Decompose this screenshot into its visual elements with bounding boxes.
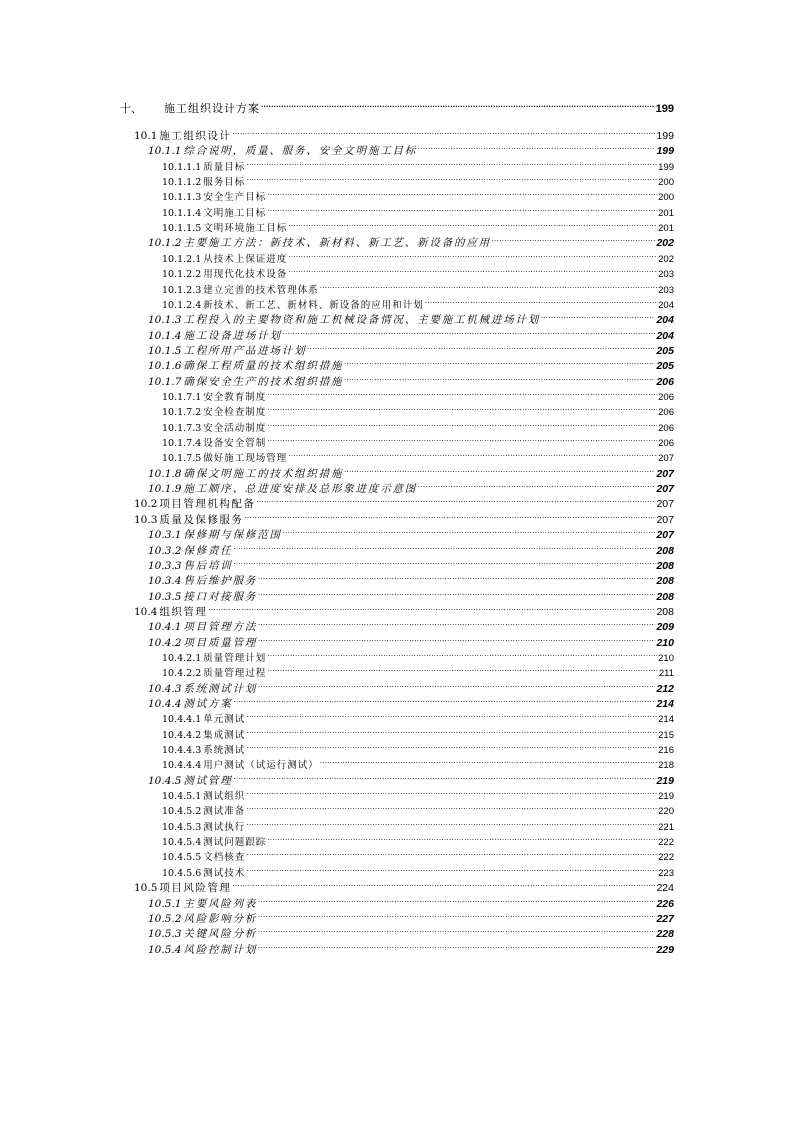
toc-entry[interactable] — [162, 201, 674, 219]
dot-leader — [267, 416, 657, 431]
toc-entry-number: 10.1.7.3 — [162, 422, 202, 434]
toc-entry-title: 集成测试 — [203, 729, 246, 741]
toc-entry-page-number: 223 — [658, 867, 674, 879]
toc-entry-title: 主要施工方法：新技术、新材料、新工艺、新设备的应用 — [183, 237, 491, 250]
toc-entry-page-number: 226 — [656, 897, 674, 910]
toc-entry[interactable] — [120, 97, 674, 115]
toc-entry-number: 10.1.3 — [148, 314, 182, 327]
toc-entry-page-number: 207 — [658, 453, 674, 465]
toc-entry-number: 10.1.6 — [148, 360, 182, 373]
dot-leader — [288, 216, 657, 231]
dot-leader — [258, 938, 655, 953]
toc-entry-number: 10.4.4.4 — [162, 760, 202, 772]
dot-leader — [246, 799, 657, 814]
toc-entry[interactable] — [134, 492, 674, 511]
toc-entry-number: 10.1.7.1 — [162, 391, 202, 403]
toc-entry[interactable] — [162, 646, 674, 664]
toc-entry[interactable] — [162, 723, 674, 741]
toc-entry[interactable] — [148, 539, 674, 557]
toc-entry-page-number: 212 — [656, 682, 674, 695]
toc-entry-number: 10.4.5.1 — [162, 791, 202, 802]
toc-entry[interactable] — [162, 293, 674, 311]
toc-entry-title: 工程投入的主要物资和施工机械设备情况、主要施工机械进场计划 — [183, 314, 541, 327]
toc-entry-number: 10.3 — [134, 513, 158, 526]
toc-entry-title: 保修期与保修范围 — [183, 529, 282, 542]
toc-entry-number: 10.4.4 — [148, 697, 182, 710]
toc-entry-page-number: 204 — [656, 314, 674, 327]
toc-entry-title: 施工顺序、总进度安排及总形象进度示意图 — [183, 483, 418, 496]
toc-entry-page-number: 222 — [658, 837, 674, 849]
toc-entry-page-number: 215 — [658, 729, 674, 741]
toc-entry-title: 主要风险列表 — [183, 897, 258, 910]
toc-entry[interactable] — [148, 677, 674, 695]
toc-entry-number: 10.1.1.5 — [162, 223, 202, 235]
toc-entry-title: 测试方案 — [183, 697, 233, 710]
dot-leader — [267, 431, 657, 446]
toc-entry-page-number: 210 — [658, 652, 674, 664]
toc-entry[interactable] — [148, 462, 674, 480]
toc-entry-page-number: 227 — [656, 912, 674, 925]
toc-entry-title: 项目风险管理 — [159, 882, 232, 895]
toc-entry-page-number: 204 — [658, 299, 674, 311]
toc-entry-page-number: 207 — [656, 483, 674, 496]
toc-entry-title: 测试组织 — [203, 791, 246, 802]
toc-entry-title: 新技术、新工艺、新材料、新设备的应用和计划 — [203, 299, 424, 311]
dot-leader — [267, 201, 657, 216]
toc-entry-page-number: 199 — [658, 161, 674, 173]
toc-entry-page-number: 224 — [656, 882, 674, 895]
toc-entry[interactable] — [148, 585, 674, 603]
toc-entry[interactable] — [148, 892, 674, 910]
toc-entry[interactable] — [148, 308, 674, 327]
toc-entry[interactable] — [162, 784, 674, 802]
toc-entry[interactable] — [148, 339, 674, 357]
toc-entry-page-number: 203 — [658, 284, 674, 296]
toc-entry-page-number: 208 — [656, 559, 674, 572]
toc-entry-title: 安全检查制度 — [203, 407, 267, 419]
dot-leader — [258, 922, 655, 937]
toc-entry-page-number: 199 — [655, 103, 674, 115]
dot-leader — [246, 707, 657, 722]
dot-leader — [418, 477, 655, 492]
dot-leader — [344, 462, 655, 477]
toc-entry[interactable] — [148, 769, 674, 787]
toc-entry[interactable] — [134, 600, 674, 618]
toc-entry-number: 10.4.5.2 — [162, 806, 202, 818]
dot-leader — [246, 155, 657, 170]
toc-entry-number: 10.1.9 — [148, 483, 182, 496]
toc-entry-number: 10.4.5.3 — [162, 821, 202, 833]
toc-entry-title: 从技术上保证进度 — [203, 253, 288, 265]
dot-leader — [492, 231, 656, 246]
toc-entry[interactable] — [162, 385, 674, 403]
dot-leader — [246, 784, 657, 799]
toc-entry[interactable] — [162, 247, 674, 265]
dot-leader — [320, 753, 657, 768]
toc-entry-number: 十、 — [120, 102, 142, 115]
dot-leader — [267, 830, 657, 845]
toc-entry-title: 风险控制计划 — [183, 943, 258, 956]
toc-entry-title: 施工组织设计 — [159, 130, 232, 142]
toc-entry-number: 10.1.7.5 — [162, 453, 202, 465]
dot-leader — [344, 354, 655, 369]
dot-leader — [258, 892, 655, 907]
toc-entry[interactable] — [162, 446, 674, 465]
dot-leader — [267, 400, 657, 415]
toc-entry-number: 10.4.4.1 — [162, 714, 202, 726]
toc-entry-number: 10.4.2.2 — [162, 668, 202, 680]
toc-entry-page-number: 208 — [656, 605, 674, 618]
toc-entry[interactable] — [148, 615, 674, 634]
toc-entry-page-number: 229 — [656, 943, 674, 956]
toc-entry-number: 10.2 — [134, 498, 158, 511]
toc-entry-page-number: 201 — [658, 223, 674, 235]
dot-leader — [344, 370, 655, 385]
toc-entry-title: 安全教育制度 — [203, 391, 267, 403]
toc-entry[interactable] — [162, 262, 674, 281]
toc-entry-page-number: 207 — [656, 513, 674, 526]
toc-entry-number: 10.1.2 — [148, 237, 182, 250]
toc-entry-page-number: 210 — [656, 636, 674, 649]
toc-entry[interactable] — [162, 799, 674, 818]
toc-entry[interactable] — [148, 354, 674, 373]
dot-leader — [258, 569, 655, 584]
dot-leader — [307, 339, 655, 354]
toc-entry-number: 10.4.5.4 — [162, 837, 202, 849]
toc-entry-title: 关键风险分析 — [183, 928, 258, 941]
toc-entry-title: 安全生产目标 — [203, 192, 267, 204]
dot-leader — [320, 278, 657, 293]
toc-entry-title: 项目质量管理 — [183, 636, 258, 649]
toc-entry-number: 10.1.1 — [148, 145, 182, 158]
toc-entry-page-number: 208 — [656, 544, 674, 557]
toc-entry-number: 10.1.2.2 — [162, 269, 202, 281]
toc-entry[interactable] — [148, 692, 674, 710]
dot-leader — [232, 876, 655, 891]
toc-entry[interactable] — [134, 124, 674, 142]
toc-entry-title: 接口对接服务 — [183, 590, 258, 603]
dot-leader — [267, 661, 658, 676]
toc-entry[interactable] — [148, 631, 674, 649]
toc-entry-number: 10.1.1.4 — [162, 207, 202, 219]
dot-leader — [258, 615, 655, 630]
toc-entry[interactable] — [162, 815, 674, 833]
toc-entry-page-number: 218 — [658, 760, 674, 772]
toc-entry-page-number: 228 — [656, 928, 674, 941]
dot-leader — [234, 554, 656, 569]
toc-entry-title: 确保文明施工的技术组织措施 — [183, 467, 344, 480]
toc-entry-page-number: 202 — [658, 253, 674, 265]
toc-entry[interactable] — [148, 231, 674, 250]
toc-entry-title: 测试管理 — [183, 774, 233, 787]
toc-entry-number: 10.1.1.2 — [162, 177, 202, 189]
toc-entry[interactable] — [148, 554, 674, 572]
dot-leader — [283, 324, 656, 339]
toc-entry[interactable] — [148, 477, 674, 496]
dot-leader — [541, 308, 655, 323]
toc-entry[interactable] — [162, 416, 674, 434]
toc-entry-title: 安全活动制度 — [203, 422, 267, 434]
toc-entry-page-number: 207 — [656, 529, 674, 542]
toc-entry-number: 10.4.3 — [148, 682, 182, 695]
toc-entry[interactable] — [162, 400, 674, 419]
toc-entry-number: 10.3.3 — [148, 559, 182, 572]
toc-entry-page-number: 209 — [656, 621, 674, 634]
toc-entry-number: 10.1.2.1 — [162, 253, 202, 265]
dot-leader — [246, 723, 657, 738]
toc-entry-title: 做好施工现场管理 — [203, 453, 288, 465]
dot-leader — [246, 815, 657, 830]
toc-entry-page-number: 214 — [658, 714, 674, 726]
toc-entry-title: 售后维护服务 — [183, 575, 258, 588]
toc-entry-number: 10.4.2.1 — [162, 652, 202, 664]
toc-entry[interactable] — [148, 922, 674, 941]
toc-entry-page-number: 206 — [658, 438, 674, 449]
dot-leader — [261, 97, 655, 112]
dot-leader — [267, 385, 657, 400]
toc-entry-title: 确保安全生产的技术组织措施 — [183, 375, 344, 388]
toc-entry[interactable] — [148, 907, 674, 925]
toc-entry-title: 施工设备进场计划 — [183, 329, 282, 342]
dot-leader — [246, 170, 657, 185]
toc-entry-page-number: 203 — [658, 269, 674, 281]
toc-entry-title: 测试技术 — [203, 867, 246, 879]
toc-entry-title: 项目管理方法 — [183, 621, 258, 634]
toc-entry-title: 用户测试（试运行测试） — [203, 760, 319, 772]
toc-entry[interactable] — [162, 753, 674, 772]
toc-entry[interactable] — [162, 845, 674, 864]
toc-entry-title: 测试问题跟踪 — [203, 837, 267, 849]
dot-leader — [234, 769, 656, 784]
toc-entry-title: 项目管理机构配备 — [159, 498, 256, 511]
toc-entry-number: 10.1.1.3 — [162, 192, 202, 204]
toc-entry-title: 工程所用产品进场计划 — [183, 344, 307, 357]
toc-entry-page-number: 199 — [656, 130, 674, 142]
dot-leader — [283, 523, 656, 538]
dot-leader — [234, 692, 656, 707]
toc-entry-number: 10.4.5.6 — [162, 867, 202, 879]
dot-leader — [246, 738, 657, 753]
toc-entry-page-number: 207 — [656, 467, 674, 480]
toc-entry[interactable] — [162, 155, 674, 173]
toc-entry-number: 10.4 — [134, 605, 158, 618]
toc-entry-number: 10.1 — [134, 130, 158, 142]
toc-entry-page-number: 199 — [656, 145, 674, 158]
toc-entry-page-number: 205 — [656, 344, 674, 357]
toc-entry-title: 施工组织设计方案 — [164, 102, 260, 115]
toc-entry-number: 10.5.2 — [148, 912, 182, 925]
toc-entry-title: 质量及保修服务 — [159, 513, 244, 526]
toc-entry-title: 设备安全管制 — [203, 438, 267, 449]
toc-entry-title: 系统测试计划 — [183, 682, 258, 695]
dot-leader — [418, 139, 655, 154]
toc-entry[interactable] — [148, 324, 674, 342]
dot-leader — [256, 492, 655, 507]
toc-entry-number: 10.4.4.3 — [162, 745, 202, 756]
toc-entry[interactable] — [148, 569, 674, 588]
toc-entry-title: 文档核查 — [203, 852, 246, 864]
toc-entry-title: 质量目标 — [203, 161, 246, 173]
toc-entry-number: 10.5 — [134, 882, 158, 895]
toc-entry-number: 10.1.5 — [148, 344, 182, 357]
toc-entry-number: 10.4.1 — [148, 621, 182, 634]
toc-entry-page-number: 207 — [656, 498, 674, 511]
toc-entry-title: 风险影响分析 — [183, 912, 258, 925]
toc-entry-number: 10.4.5 — [148, 774, 182, 787]
dot-leader — [267, 185, 657, 200]
toc-entry-number: 10.5.3 — [148, 928, 182, 941]
toc-entry[interactable] — [162, 431, 674, 449]
toc-entry-page-number: 220 — [658, 806, 674, 818]
toc-entry-number: 10.1.7.4 — [162, 438, 202, 449]
toc-entry-page-number: 208 — [656, 590, 674, 603]
toc-entry-number: 10.3.1 — [148, 529, 182, 542]
toc-entry-title: 组织管理 — [159, 605, 208, 618]
toc-entry-number: 10.4.2 — [148, 636, 182, 649]
toc-entry-page-number: 216 — [658, 745, 674, 756]
dot-leader — [258, 907, 655, 922]
toc-entry-number: 10.1.8 — [148, 467, 182, 480]
toc-entry-title: 建立完善的技术管理体系 — [203, 284, 319, 296]
toc-entry-number: 10.1.2.3 — [162, 284, 202, 296]
toc-entry[interactable] — [148, 523, 674, 542]
dot-leader — [244, 508, 655, 523]
toc-entry-page-number: 200 — [658, 177, 674, 189]
toc-entry-page-number: 206 — [658, 391, 674, 403]
toc-entry-number: 10.1.7 — [148, 375, 182, 388]
toc-entry[interactable] — [148, 938, 674, 956]
toc-entry-page-number: 204 — [656, 329, 674, 342]
toc-entry-title: 售后培训 — [183, 559, 233, 572]
toc-entry-number: 10.4.4.2 — [162, 729, 202, 741]
toc-entry-title: 质量管理过程 — [203, 668, 267, 680]
toc-entry[interactable] — [162, 185, 674, 204]
toc-entry-number: 10.1.7.2 — [162, 407, 202, 419]
dot-leader — [258, 631, 655, 646]
toc-entry-number: 10.1.4 — [148, 329, 182, 342]
toc-entry-number: 10.3.5 — [148, 590, 182, 603]
toc-entry-page-number: 202 — [656, 237, 674, 250]
dot-leader — [288, 262, 657, 277]
toc-entry-page-number: 200 — [658, 192, 674, 204]
toc-entry[interactable] — [162, 661, 674, 680]
dot-leader — [288, 446, 657, 461]
dot-leader — [208, 600, 655, 615]
toc-entry-number: 10.5.4 — [148, 943, 182, 956]
toc-entry-title: 测试执行 — [203, 821, 246, 833]
toc-entry-number: 10.3.2 — [148, 544, 182, 557]
toc-entry-number: 10.5.1 — [148, 897, 182, 910]
toc-entry-page-number: 206 — [656, 375, 674, 388]
toc-entry-title: 测试准备 — [203, 806, 246, 818]
dot-leader — [258, 585, 655, 600]
dot-leader — [234, 539, 656, 554]
toc-entry-number: 10.4.5.5 — [162, 852, 202, 864]
toc-entry-page-number: 219 — [658, 791, 674, 802]
toc-entry-page-number: 206 — [658, 407, 674, 419]
toc-entry[interactable] — [162, 830, 674, 849]
toc-entry-title: 综合说明，质量、服务、安全文明施工目标 — [183, 145, 418, 158]
toc-entry[interactable] — [162, 738, 674, 756]
toc-entry-number: 10.1.1.1 — [162, 161, 202, 173]
toc-entry[interactable] — [134, 876, 674, 895]
toc-entry[interactable] — [162, 278, 674, 296]
toc-entry-title: 保修责任 — [183, 544, 233, 557]
dot-leader — [232, 124, 655, 139]
toc-entry-page-number: 211 — [658, 668, 674, 680]
dot-leader — [246, 861, 657, 876]
dot-leader — [288, 247, 657, 262]
toc-entry[interactable] — [162, 861, 674, 879]
toc-entry[interactable] — [162, 216, 674, 235]
toc-entry-page-number: 221 — [658, 821, 674, 833]
toc-entry-page-number: 205 — [656, 360, 674, 373]
toc-entry-page-number: 208 — [656, 575, 674, 588]
toc-entry[interactable] — [134, 508, 674, 526]
toc-entry-page-number: 206 — [658, 422, 674, 434]
toc-entry-number: 10.3.4 — [148, 575, 182, 588]
toc-entry[interactable] — [162, 170, 674, 189]
toc-entry[interactable] — [162, 707, 674, 726]
toc-entry-page-number: 201 — [658, 207, 674, 219]
toc-entry-page-number: 222 — [658, 852, 674, 864]
toc-entry-title: 文明环境施工目标 — [203, 223, 288, 235]
toc-entry-page-number: 214 — [656, 697, 674, 710]
toc-entry-title: 文明施工目标 — [203, 207, 267, 219]
dot-leader — [267, 646, 657, 661]
dot-leader — [246, 845, 657, 860]
toc-entry-title: 服务目标 — [203, 177, 246, 189]
toc-entry-title: 质量管理计划 — [203, 652, 267, 664]
dot-leader — [258, 677, 655, 692]
toc-entry[interactable] — [148, 139, 674, 158]
toc-entry-number: 10.1.2.4 — [162, 299, 202, 311]
dot-leader — [425, 293, 657, 308]
toc-entry-title: 单元测试 — [203, 714, 246, 726]
toc-entry[interactable] — [148, 370, 674, 388]
toc-entry-page-number: 219 — [656, 774, 674, 787]
toc-entry-title: 确保工程质量的技术组织措施 — [183, 360, 344, 373]
toc-entry-title: 系统测试 — [203, 745, 246, 756]
toc-entry-title: 用现代化技术设备 — [203, 269, 288, 281]
